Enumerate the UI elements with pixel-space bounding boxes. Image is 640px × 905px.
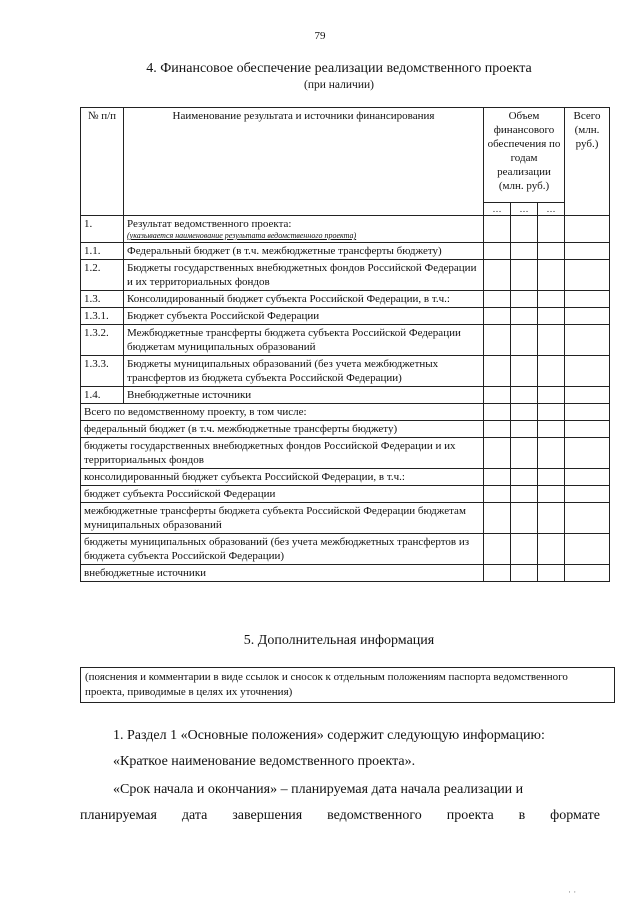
row-cell: [538, 387, 565, 404]
table-row: [81, 291, 610, 308]
summary-row: [81, 534, 610, 565]
section-5-title: 5. Дополнительная информация: [243, 633, 435, 648]
row-cell: [538, 421, 565, 438]
row-cell: [565, 325, 610, 356]
header-number: № п/п: [81, 108, 124, 216]
row-number: 1.1.: [81, 243, 124, 260]
row-cell: [538, 291, 565, 308]
summary-row: [81, 565, 610, 582]
row-cell: [511, 438, 538, 469]
table-row: [81, 308, 610, 325]
row-cell: [484, 291, 511, 308]
row-cell: [538, 565, 565, 582]
row-cell: [565, 534, 610, 565]
page-number: 79: [314, 30, 326, 42]
row-number: 1.2.: [81, 260, 124, 291]
row-cell: [565, 291, 610, 308]
row-cell: [538, 325, 565, 356]
row-cell: [538, 356, 565, 387]
section-4-title: 4. Финансовое обеспечение реализации ведомственного проекта: [146, 61, 532, 76]
row-name: Бюджет субъекта Российской Федерации: [124, 308, 484, 325]
row-cell: [538, 216, 565, 243]
row-cell: [538, 260, 565, 291]
paragraph-word: проекта: [446, 808, 494, 823]
row-cell: [511, 565, 538, 582]
row-cell: [484, 534, 511, 565]
summary-label: консолидированный бюджет субъекта Российской Федерации, в т.ч.:: [81, 469, 484, 486]
row-cell: [538, 534, 565, 565]
row-cell: [484, 243, 511, 260]
summary-row: [81, 469, 610, 486]
row-cell: [565, 438, 610, 469]
row-cell: [538, 308, 565, 325]
paragraph-word: формате: [550, 808, 600, 823]
row-cell: [511, 486, 538, 503]
row-cell: [511, 260, 538, 291]
header-year-1: …: [484, 203, 511, 216]
row-name: Бюджеты государственных внебюджетных фондов Российской Федерации и их территориальных фондов: [124, 260, 484, 291]
row-name: Межбюджетные трансферты бюджета субъекта Российской Федерации бюджетам муниципальных образований: [124, 325, 484, 356]
row-number: 1.4.: [81, 387, 124, 404]
row-cell: [511, 216, 538, 243]
scan-artifact-icon: · ·: [568, 887, 577, 897]
header-total: Всего (млн. руб.): [565, 108, 610, 216]
row-number: 1.3.3.: [81, 356, 124, 387]
row-cell: [565, 469, 610, 486]
row-cell: [538, 486, 565, 503]
row-cell: [484, 356, 511, 387]
row-cell: [511, 387, 538, 404]
table-row: [81, 325, 610, 356]
row-cell: [565, 243, 610, 260]
row-cell: [565, 308, 610, 325]
row-cell: [511, 469, 538, 486]
row-name-text: Результат ведомственного проекта:: [127, 218, 292, 230]
row-cell: [484, 565, 511, 582]
row-cell: [484, 404, 511, 421]
paragraph-word: завершения: [232, 808, 303, 823]
paragraph-1: 1. Раздел 1 «Основные положения» содержит следующую информацию:: [113, 728, 545, 743]
row-number: 1.3.2.: [81, 325, 124, 356]
row-cell: [484, 438, 511, 469]
additional-info-box: (пояснения и комментарии в виде ссылок и сносок к отдельным положениям паспорта ведомственного проекта, приводимые в целях их уточнения): [80, 667, 615, 703]
row-name: [124, 216, 484, 243]
financing-table: [80, 107, 610, 582]
summary-row: [81, 486, 610, 503]
row-cell: [511, 421, 538, 438]
row-number: 1.3.1.: [81, 308, 124, 325]
paragraph-word: ведомственного: [327, 808, 422, 823]
summary-label: бюджеты муниципальных образований (без учета межбюджетных трансфертов из бюджета субъекта Российской Федерации): [81, 534, 484, 565]
row-cell: [565, 503, 610, 534]
row-cell: [538, 469, 565, 486]
row-name: Внебюджетные источники: [124, 387, 484, 404]
row-cell: [538, 438, 565, 469]
row-cell: [511, 308, 538, 325]
summary-label: бюджеты государственных внебюджетных фондов Российской Федерации и их территориальных фондов: [81, 438, 484, 469]
summary-label: бюджет субъекта Российской Федерации: [81, 486, 484, 503]
paragraph-4: [80, 808, 600, 824]
header-name: Наименование результата и источники финансирования: [124, 108, 484, 216]
row-cell: [484, 387, 511, 404]
row-cell: [565, 387, 610, 404]
row-cell: [484, 325, 511, 356]
table-row: [81, 243, 610, 260]
summary-label: внебюджетные источники: [81, 565, 484, 582]
table-row: [81, 216, 610, 243]
section-4-subtitle: (при наличии): [304, 79, 374, 91]
summary-row: [81, 404, 610, 421]
row-cell: [484, 216, 511, 243]
row-cell: [565, 356, 610, 387]
row-cell: [484, 486, 511, 503]
summary-row: [81, 421, 610, 438]
row-cell: [511, 356, 538, 387]
row-cell: [565, 260, 610, 291]
paragraph-word: планируемая: [80, 808, 157, 823]
row-cell: [484, 308, 511, 325]
paragraph-3: «Срок начала и окончания» – планируемая дата начала реализации и: [113, 782, 524, 797]
header-year-2: …: [511, 203, 538, 216]
row-cell: [565, 565, 610, 582]
summary-label: Всего по ведомственному проекту, в том числе:: [81, 404, 484, 421]
summary-label: федеральный бюджет (в т.ч. межбюджетные трансферты бюджету): [81, 421, 484, 438]
header-volume: Объем финансового обеспечения по годам реализации (млн. руб.): [484, 108, 565, 203]
row-cell: [538, 404, 565, 421]
row-hint: (указывается наименование результата ведомственного проекта): [127, 231, 357, 240]
row-cell: [511, 325, 538, 356]
row-cell: [565, 404, 610, 421]
row-name: Бюджеты муниципальных образований (без учета межбюджетных трансфертов из бюджета субъекта Российской Федерации): [124, 356, 484, 387]
row-cell: [565, 421, 610, 438]
row-number: 1.: [81, 216, 124, 243]
table-row: [81, 356, 610, 387]
row-cell: [538, 243, 565, 260]
row-cell: [511, 291, 538, 308]
row-name: Федеральный бюджет (в т.ч. межбюджетные трансферты бюджету): [124, 243, 484, 260]
row-cell: [511, 503, 538, 534]
row-cell: [565, 486, 610, 503]
summary-row: [81, 438, 610, 469]
row-cell: [484, 421, 511, 438]
summary-row: [81, 503, 610, 534]
row-number: 1.3.: [81, 291, 124, 308]
paragraph-word: дата: [181, 808, 208, 823]
row-cell: [538, 503, 565, 534]
summary-label: межбюджетные трансферты бюджета субъекта Российской Федерации бюджетам муниципальных образований: [81, 503, 484, 534]
paragraph-2: «Краткое наименование ведомственного проекта».: [113, 754, 416, 769]
table-row: [81, 260, 610, 291]
table-row: [81, 387, 610, 404]
row-cell: [511, 243, 538, 260]
header-year-3: …: [538, 203, 565, 216]
row-cell: [511, 404, 538, 421]
row-name: Консолидированный бюджет субъекта Российской Федерации, в т.ч.:: [124, 291, 484, 308]
row-cell: [484, 503, 511, 534]
paragraph-word: в: [518, 808, 526, 823]
row-cell: [565, 216, 610, 243]
row-cell: [484, 469, 511, 486]
row-cell: [511, 534, 538, 565]
row-cell: [484, 260, 511, 291]
